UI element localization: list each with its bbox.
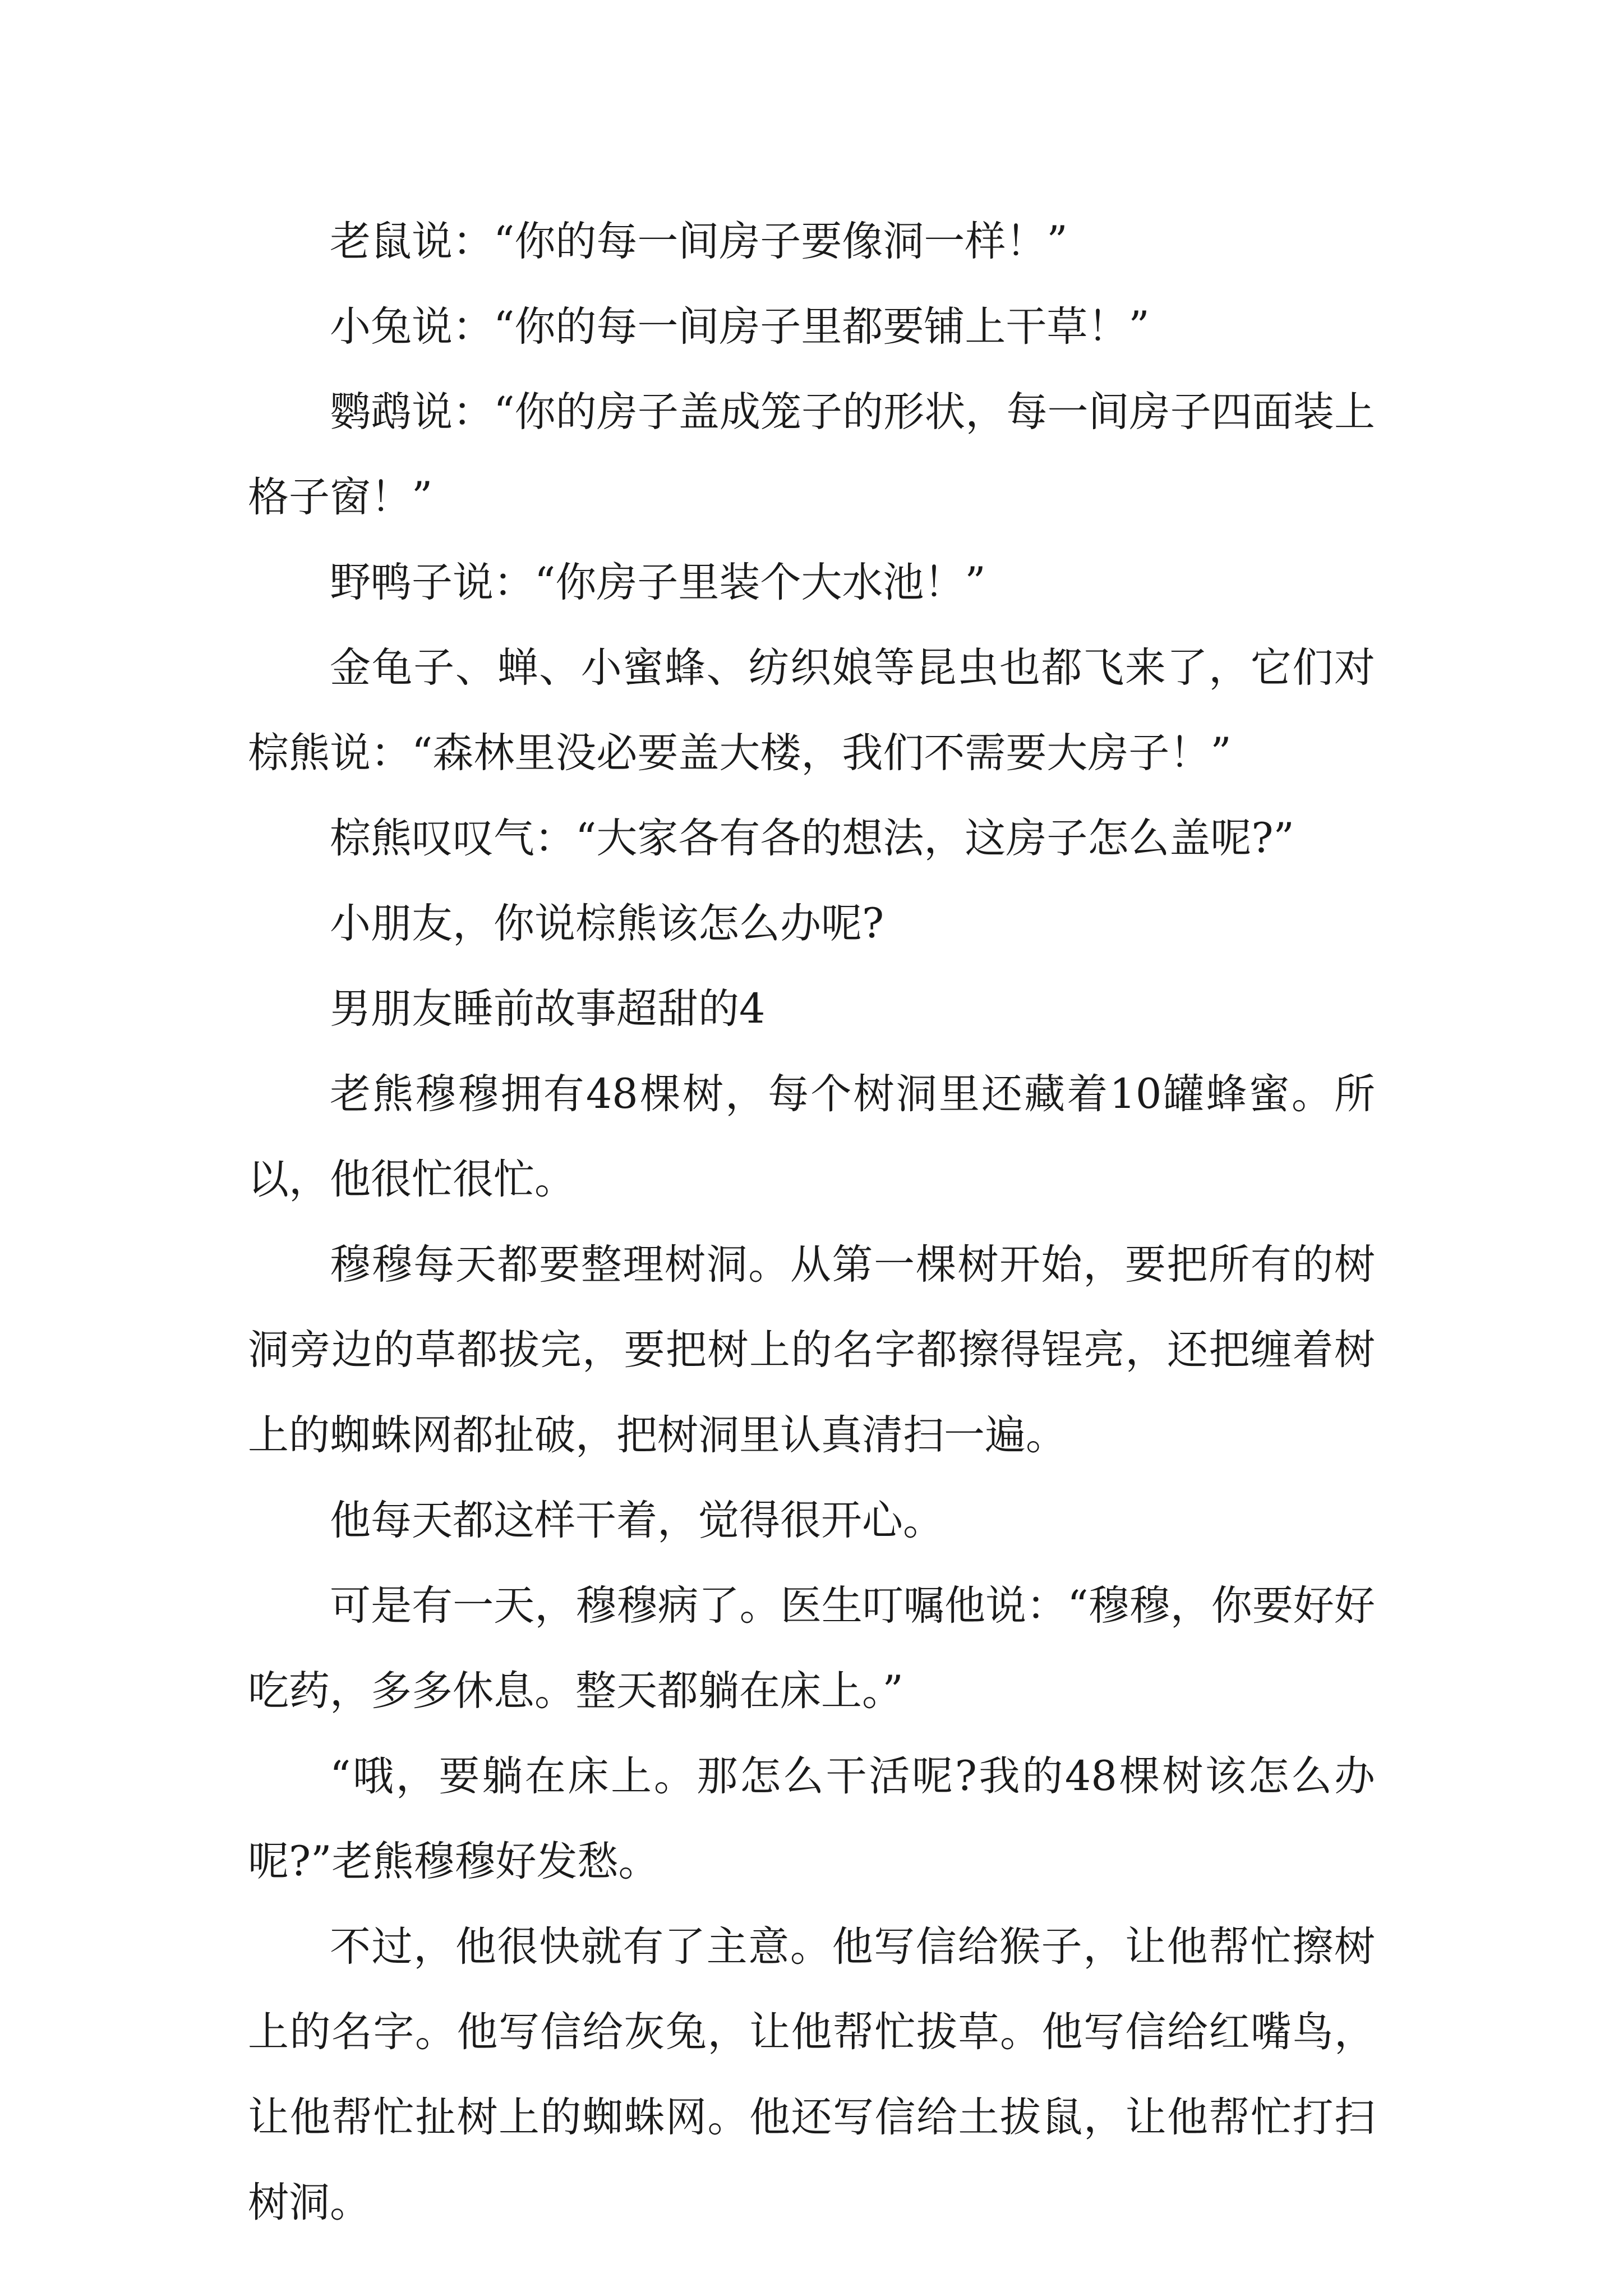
paragraph-14: 不过，他很快就有了主意。他写信给猴子，让他帮忙擦树上的名字。他写信给灰兔，让他帮忙拔草。他写信给红嘴鸟，让他帮忙扯树上的蜘蛛网。他还写信给土拔鼠，让他帮忙打扫树洞。 — [248, 1923, 1375, 2226]
paragraph-1: 老鼠说：“你的每一间房子要像洞一样！” — [330, 218, 1068, 265]
paragraph-13: “哦，要躺在床上。那怎么干活呢?我的48棵树该怎么办呢?”老熊穆穆好发愁。 — [248, 1752, 1375, 1885]
paragraph-5: 金龟子、蝉、小蜜蜂、纺织娘等昆虫也都飞来了，它们对棕熊说：“森林里没必要盖大楼，我们不需要大房子！” — [248, 644, 1375, 777]
paragraph-9: 老熊穆穆拥有48棵树，每个树洞里还藏着10罐蜂蜜。所以，他很忙很忙。 — [248, 1070, 1375, 1203]
paragraph-6: 棕熊叹叹气：“大家各有各的想法，这房子怎么盖呢?” — [330, 815, 1294, 862]
paragraph-7: 小朋友，你说棕熊该怎么办呢? — [330, 900, 884, 947]
section-heading: 男朋友睡前故事超甜的4 — [330, 985, 766, 1033]
paragraph-12: 可是有一天，穆穆病了。医生叮嘱他说：“穆穆，你要好好吃药，多多休息。整天都躺在床上。” — [248, 1582, 1375, 1715]
paragraph-4: 野鸭子说：“你房子里装个大水池！” — [330, 559, 986, 606]
document-body — [248, 199, 1375, 2246]
paragraph-2: 小兔说：“你的每一间房子里都要铺上干草！” — [330, 303, 1150, 351]
paragraph-3: 鹦鹉说：“你的房子盖成笼子的形状，每一间房子四面装上格子窗！” — [248, 388, 1375, 521]
paragraph-11: 他每天都这样干着，觉得很开心。 — [330, 1497, 944, 1544]
paragraph-10: 穆穆每天都要整理树洞。从第一棵树开始，要把所有的树洞旁边的草都拔完，要把树上的名字都擦得锃亮，还把缠着树上的蜘蛛网都扯破，把树洞里认真清扫一遍。 — [248, 1241, 1375, 1459]
